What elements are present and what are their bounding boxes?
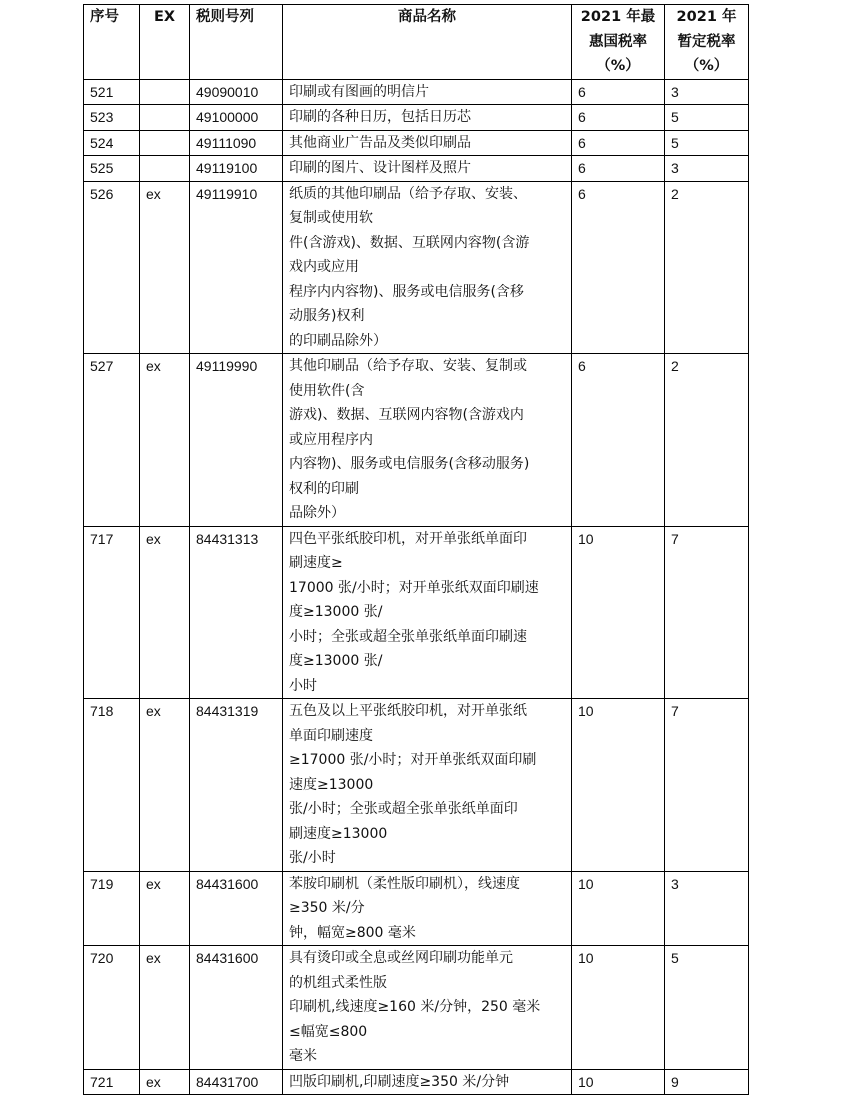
cell-ex — [140, 156, 190, 182]
cell-seq: 524 — [84, 130, 140, 156]
cell-provisional-rate: 2 — [665, 354, 749, 527]
cell-mfn-rate: 10 — [572, 946, 665, 1070]
cell-seq: 527 — [84, 354, 140, 527]
cell-ex: ex — [140, 354, 190, 527]
cell-name-line: 刷速度≥13000 — [289, 825, 388, 842]
cell-ex: ex — [140, 871, 190, 946]
cell-code: 49090010 — [190, 79, 283, 105]
cell-provisional-rate: 5 — [665, 105, 749, 131]
cell-provisional-rate: 3 — [665, 79, 749, 105]
header-mfn-line: 惠国税率 — [589, 33, 647, 50]
cell-mfn-rate: 6 — [572, 156, 665, 182]
cell-provisional-rate: 2 — [665, 181, 749, 354]
cell-name-line: 单面印刷速度 — [289, 727, 373, 744]
cell-name-line: 使用软件(含 — [289, 382, 365, 399]
cell-seq: 720 — [84, 946, 140, 1070]
table-row — [84, 699, 749, 872]
cell-name — [283, 699, 572, 872]
cell-name — [283, 181, 572, 354]
cell-code: 84431700 — [190, 1069, 283, 1095]
cell-provisional-rate: 5 — [665, 946, 749, 1070]
header-seq: 序号 — [84, 5, 140, 80]
cell-name-line: 复制或使用软 — [289, 210, 373, 226]
header-mfn-line: （%） — [596, 58, 640, 74]
cell-seq: 721 — [84, 1069, 140, 1095]
table-row — [84, 79, 749, 105]
cell-name-line: 毫米 — [289, 1048, 317, 1064]
cell-ex: ex — [140, 946, 190, 1070]
cell-name — [283, 946, 572, 1070]
cell-name-line: 纸质的其他印刷品（给予存取、安装、 — [289, 185, 527, 202]
cell-code: 49111090 — [190, 130, 283, 156]
cell-name — [283, 130, 572, 156]
cell-mfn-rate: 6 — [572, 354, 665, 527]
table-row — [84, 130, 749, 156]
cell-name-line: 品除外） — [289, 505, 345, 521]
table-row — [84, 946, 749, 1070]
cell-name-line: 张/小时；全张或超全张单张纸单面印 — [289, 801, 518, 817]
cell-seq: 523 — [84, 105, 140, 131]
cell-mfn-rate: 10 — [572, 526, 665, 699]
cell-code: 49119910 — [190, 181, 283, 354]
cell-name-line: 小时；全张或超全张单张纸单面印刷速 — [289, 628, 527, 645]
cell-mfn-rate: 10 — [572, 699, 665, 872]
header-code: 税则号列 — [190, 5, 283, 80]
table-body — [84, 79, 749, 1095]
table-row — [84, 105, 749, 131]
cell-name-line: 度≥13000 张/ — [289, 604, 383, 620]
cell-provisional-rate: 3 — [665, 156, 749, 182]
header-provisional-rate — [665, 5, 749, 80]
cell-ex — [140, 79, 190, 105]
cell-name-line: 印刷或有图画的明信片 — [289, 83, 429, 100]
cell-name-line: 苯胺印刷机（柔性版印刷机），线速度 — [289, 875, 520, 892]
cell-code: 84431313 — [190, 526, 283, 699]
cell-name — [283, 79, 572, 105]
cell-name-line: 权利的印刷 — [289, 480, 359, 497]
cell-name — [283, 526, 572, 699]
header-row — [84, 5, 749, 80]
cell-name-line: 凹版印刷机,印刷速度≥350 米/分钟 — [289, 1073, 510, 1090]
cell-provisional-rate: 9 — [665, 1069, 749, 1095]
cell-name-line: 印刷的图片、设计图样及照片 — [289, 160, 471, 176]
cell-name-line: 戏内或应用 — [289, 259, 359, 275]
header-provisional-line: 2021 年 — [676, 9, 737, 25]
cell-ex: ex — [140, 526, 190, 699]
table-row — [84, 526, 749, 699]
cell-name-line: 或应用程序内 — [289, 431, 373, 448]
cell-name — [283, 1069, 572, 1095]
cell-name — [283, 871, 572, 946]
cell-seq: 526 — [84, 181, 140, 354]
header-name: 商品名称 — [283, 5, 572, 80]
header-mfn-rate — [572, 5, 665, 80]
cell-name-line: 张/小时 — [289, 850, 336, 866]
cell-mfn-rate: 6 — [572, 79, 665, 105]
cell-code: 84431600 — [190, 946, 283, 1070]
cell-name-line: 刷速度≥ — [289, 555, 343, 571]
cell-seq: 717 — [84, 526, 140, 699]
table-row — [84, 1069, 749, 1095]
cell-name-line: 17000 张/小时；对开单张纸双面印刷速 — [289, 579, 539, 596]
cell-seq: 525 — [84, 156, 140, 182]
table-row — [84, 156, 749, 182]
cell-provisional-rate: 7 — [665, 699, 749, 872]
cell-name-line: 游戏)、数据、互联网内容物(含游戏内 — [289, 407, 524, 423]
cell-mfn-rate: 6 — [572, 181, 665, 354]
table-row — [84, 181, 749, 354]
cell-name-line: ≥17000 张/小时；对开单张纸双面印刷 — [289, 752, 537, 768]
cell-seq: 719 — [84, 871, 140, 946]
cell-name-line: 其他印刷品（给予存取、安装、复制或 — [289, 358, 527, 374]
header-mfn-line: 2021 年最 — [580, 9, 656, 25]
cell-name-line: 其他商业广告品及类似印刷品 — [289, 134, 471, 151]
cell-code: 84431600 — [190, 871, 283, 946]
cell-provisional-rate: 3 — [665, 871, 749, 946]
cell-name — [283, 354, 572, 527]
cell-name-line: 速度≥13000 — [289, 776, 374, 793]
cell-name-line: ≤幅宽≤800 — [289, 1023, 368, 1040]
cell-code: 49119990 — [190, 354, 283, 527]
tariff-table — [83, 4, 749, 1095]
cell-code: 49119100 — [190, 156, 283, 182]
cell-name-line: ≥350 米/分 — [289, 900, 365, 916]
cell-name-line: 印刷机,线速度≥160 米/分钟，250 毫米 — [289, 999, 541, 1015]
header-provisional-line: 暂定税率 — [677, 33, 736, 50]
cell-name-line: 程序内内容物)、服务或电信服务(含移 — [289, 283, 524, 300]
cell-name-line: 动服务)权利 — [289, 308, 365, 324]
cell-name-line: 印刷的各种日历，包括日历芯 — [289, 109, 471, 125]
cell-code: 49100000 — [190, 105, 283, 131]
cell-ex: ex — [140, 181, 190, 354]
table-row — [84, 354, 749, 527]
cell-name-line: 内容物)、服务或电信服务(含移动服务) — [289, 456, 530, 472]
cell-mfn-rate: 6 — [572, 130, 665, 156]
header-ex: EX — [140, 5, 190, 80]
cell-provisional-rate: 5 — [665, 130, 749, 156]
cell-name-line: 钟，幅宽≥800 毫米 — [289, 924, 416, 941]
cell-ex — [140, 130, 190, 156]
cell-name-line: 四色平张纸胶印机，对开单张纸单面印 — [289, 530, 527, 547]
cell-mfn-rate: 6 — [572, 105, 665, 131]
cell-name-line: 的印刷品除外） — [289, 332, 387, 349]
cell-seq: 521 — [84, 79, 140, 105]
cell-name-line: 具有烫印或全息或丝网印刷功能单元 — [289, 950, 513, 966]
table-row — [84, 871, 749, 946]
cell-ex: ex — [140, 1069, 190, 1095]
cell-code: 84431319 — [190, 699, 283, 872]
cell-mfn-rate: 10 — [572, 1069, 665, 1095]
cell-name — [283, 105, 572, 131]
cell-name-line: 的机组式柔性版 — [289, 974, 387, 991]
cell-mfn-rate: 10 — [572, 871, 665, 946]
cell-provisional-rate: 7 — [665, 526, 749, 699]
cell-name — [283, 156, 572, 182]
cell-name-line: 件(含游戏)、数据、互联网内容物(含游 — [289, 234, 530, 251]
cell-name-line: 五色及以上平张纸胶印机，对开单张纸 — [289, 703, 527, 719]
header-provisional-line: （%） — [684, 58, 729, 74]
cell-ex — [140, 105, 190, 131]
cell-name-line: 小时 — [289, 677, 317, 694]
cell-name-line: 度≥13000 张/ — [289, 653, 383, 669]
cell-ex: ex — [140, 699, 190, 872]
cell-seq: 718 — [84, 699, 140, 872]
